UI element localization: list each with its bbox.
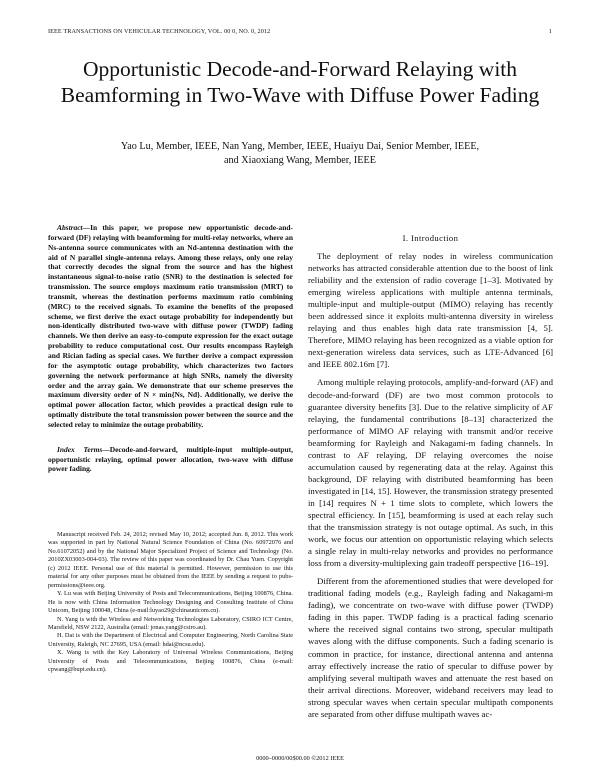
copyright-footer: 0000–0000/00$00.00 ©2012 IEEE [256,755,344,762]
left-column [48,223,293,474]
intro-paragraph: The deployment of relay nodes in wireless communication networks has attracted considerable attention due to the boost of link reliability and the extension of radio coverage [1–3]. Motivated by emerging wireless applications with multiple antenna terminals, multiple-input and multiple-output (MIMO) relaying has recently been addressed since it exploits multi-antenna diversity in wireless relaying and thus enables high data rate transmission [4, 5]. Therefore, MIMO relaying has been recognized as a viable option for next-generation wireless data services, such as LTE-Advanced [6] and IEEE 802.16m [7]. [308,251,553,370]
abstract-text: —In this paper, we propose new opportunistic decode-and-forward (DF) relaying with beamforming for multi-relay networks, where an Ns-antenna source communicates with an Nd-antenna destination with the aid of N parallel single-antenna relays. Among these relays, only one relay that correctly decodes the signal from the source and has the highest instantaneous signal-to-noise ratio (SNR) to the destination is selected for transmission. The source employs maximum ratio transmission (MRT) to transmit, whereas the destination performs maximum ratio combining (MRC) to the received signals. To examine the benefits of the proposed scheme, we first derive the exact outage probability for independently but non-identically distributed two-wave with diffuse power (TWDP) fading channels. We then derive an easy-to-compute expression for the exact outage probability to reduce computational cost. Our results encompass Rayleigh and Rician fading as special cases. We further derive a compact expression for the asymptotic outage probability, which characterizes two factors governing the network performance at high SNRs, namely the diversity order and the array gain. We demonstrate that our scheme preserves the maximum diversity order of N × min{Ns, Nd}. Additionally, we derive the optimal power allocation factor, which provides a practical design rule to optimally distribute the total transmission power between the source and the selected relay to minimize the outage probability. [48,223,293,429]
paper-title: Opportunistic Decode-and-Forward Relaying with Beamforming in Two-Wave with Diffuse Power Fading [60,57,540,107]
index-terms-label: Index Terms [57,444,103,454]
abstract-label: Abstract [57,223,83,232]
author-line-2: and Xiaoxiang Wang, Member, IEEE [224,154,376,166]
right-column [308,233,553,726]
intro-paragraph: Among multiple relaying protocols, amplify-and-forward (AF) and decode-and-forward (DF) are two most common protocols to guarantee diversity benefits [3]. Due to the relative simplicity of AF relaying, the fundamental contributions [8–13] characterized the performance of MIMO AF relaying with transmit and/or receive beamforming for Rayleigh and Nakagami-m fading channels. In contrast to AF relaying, DF relaying overcomes the noise accumulation caused by regenerating data at the relay. Against this background, DF relaying with distributed beamforming has been investigated in [14, 15]. However, the transmission strategy presented in [14] requires N + 1 time slots to complete, which lowers the spectral efficiency. In [15], beamforming is used at each relay such that the transmission strategy is not outage optimal. As such, in this work, we focus our attention on opportunistic relaying which selects a single relay in multi-relay networks and provides no performance loss from a diversity-multiplexing gain tradeoff perspective [16–19]. [308,377,553,569]
author-list [80,140,520,167]
index-terms-text: —Decode-and-forward, multiple-input multiple-output, opportunistic relaying, optimal power allocation, two-wave with diffuse power fading. [48,444,293,474]
running-head [48,28,552,35]
introduction-body [308,250,553,720]
journal-name: IEEE TRANSACTIONS ON VEHICULAR TECHNOLOGY, VOL. 00 0, NO. 0, 2012 [48,28,271,35]
author-line-1: Yao Lu, Member, IEEE, Nan Yang, Member, IEEE, Huaiyu Dai, Senior Member, IEEE, [120,141,480,152]
index-terms [48,445,293,475]
section-heading: I. Introduction [402,233,459,243]
page-number: 1 [548,28,552,35]
footnotes [48,531,293,675]
intro-paragraph: Different from the aforementioned studies that were developed for traditional fading models (e.g., Rayleigh fading and Nakagami-m fading), we concentrate on two-wave with diffuse power (TWDP) fading in this paper. TWDP fading is a practical fading scenario where the received signal contains two strong, specular multipath waves along with the diffuse components. Such a fading scenario is common in practice, for instance, directional antenna and antenna array effectively increase the ratio of specular to diffuse power by amplifying several multipath waves and attenuate the rest based on their arrival directions. Moreover, wideband receivers may lead to strong specular waves when certain specular multipath components are separated from other diffuse multipath waves ac- [308,576,553,719]
abstract [48,223,293,430]
footnote-author-wang: X. Wang is with the Key Laboratory of Universal Wireless Communications, Beijing University of Posts and Telecommunications, Beijing 100876, China (e-mail: cpwang@bupt.edu.cn). [48,649,293,674]
footnote-manuscript: Manuscript received Feb. 24, 2012; revised May 10, 2012; accepted Jun. 8, 2012. This work was supported in part by National Natural Science Foundation of China (No. 60972076 and No.61072052) and by the National Major Specialized Project of Science and Technology (No. 2010ZX03003-004-03). The review of this paper was coordinated by Dr. Chau Yuen. Copyright (c) 2012 IEEE. Personal use of this material is permitted. However, permission to use this material for any other purposes must be obtained from the IEEE by sending a request to pubs-permissions@ieee.org. [48,531,293,589]
footnote-author-dai: H. Dai is with the Department of Electrical and Computer Engineering, North Carolina State University, Raleigh, NC 27695, USA (email: hdai@ncsu.edu). [48,632,293,648]
footnote-author-yang: N. Yang is with the Wireless and Networking Technologies Laboratory, CSIRO ICT Centre, Marsfield, NSW 2122, Australia (email: jonas.yang@csiro.au). [48,615,293,631]
footnote-author-lu: Y. Lu was with Beijing University of Posts and Telecommunications, Beijing 100876, China. He is now with China Information Technology Designing and Consulting Institute of China Unicom, Beijing 100048, China (e-mail:luyao29@chinaunicom.cn). [48,590,293,615]
